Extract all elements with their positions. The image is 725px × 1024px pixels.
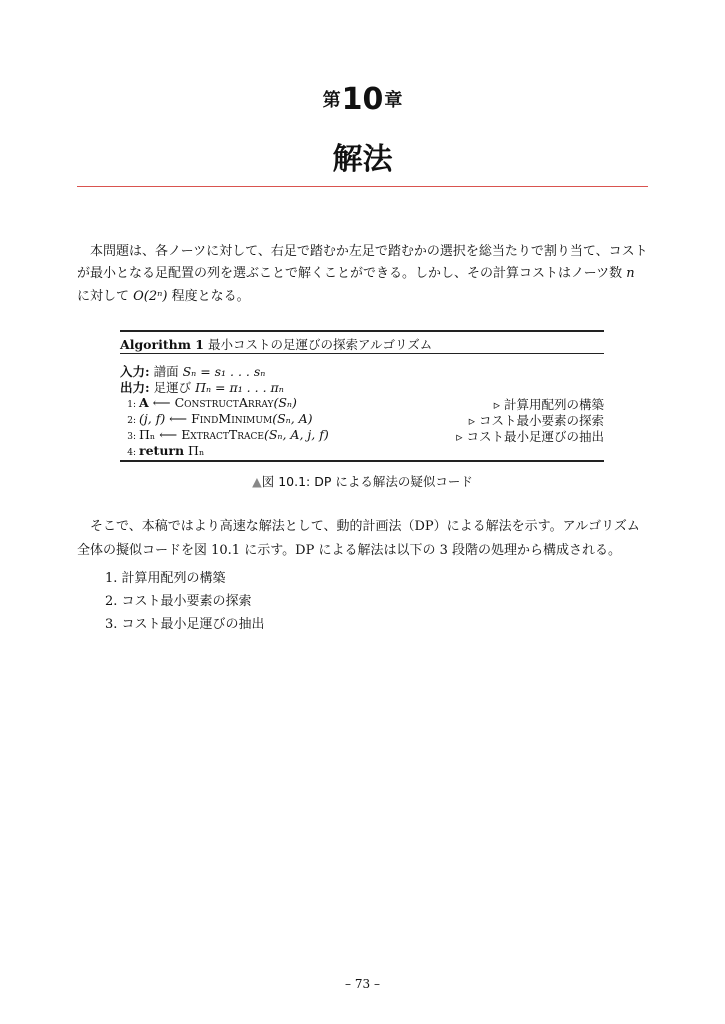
- para2-line1: そこで、本稿ではより高速な解法として、動的計画法（DP）による解法を示す。アルゴリズム: [90, 519, 640, 534]
- input-label: 入力:: [120, 364, 150, 379]
- args: (Sₙ): [273, 395, 297, 410]
- output-text: 足運び: [153, 380, 196, 395]
- list-text: 計算用配列の構築: [121, 571, 226, 586]
- line-number: 4:: [127, 448, 136, 458]
- chapter-num: 10: [341, 82, 384, 117]
- comment: 計算用配列の構築: [503, 397, 604, 412]
- lhs: Πₙ: [139, 427, 156, 442]
- chapter-title: 解法: [332, 142, 393, 177]
- input-math: Sₙ = s₁ . . . sₙ: [182, 364, 266, 379]
- list-text: コスト最小足運びの抽出: [121, 617, 265, 632]
- text: に対して: [77, 289, 134, 304]
- list-item: [105, 590, 252, 609]
- line-number: 1:: [127, 400, 136, 410]
- comment: コスト最小要素の探索: [478, 413, 604, 428]
- function-name: FindMinimum: [191, 411, 273, 426]
- para1-line2: [77, 262, 635, 281]
- chapter-prefix: 第: [322, 90, 341, 111]
- chapter-number: [0, 82, 725, 117]
- arrow: ⟵: [165, 411, 192, 426]
- line-number: 2:: [127, 416, 136, 426]
- algorithm-mid-rule: [120, 353, 604, 354]
- function-name: ConstructArray: [174, 395, 274, 410]
- caption-text: 図 10.1: DP による解法の疑似コード: [261, 474, 473, 489]
- text: が最小となる足配置の列を選ぶことで解くことができる。しかし、その計算コストはノーツ数: [77, 266, 627, 281]
- comment-marker-icon: ▹: [468, 413, 475, 428]
- text: 程度となる。: [167, 289, 250, 304]
- para1-line3: [77, 285, 250, 304]
- function-name: ExtractTrace: [181, 427, 264, 442]
- algorithm-output: [120, 378, 284, 396]
- math: O(2ⁿ): [133, 289, 168, 304]
- arrow: ⟵: [148, 395, 175, 410]
- figure-caption: [0, 472, 725, 490]
- list-text: コスト最小要素の探索: [121, 594, 252, 609]
- list-item: [105, 567, 226, 586]
- comment-marker-icon: ▹: [456, 429, 463, 444]
- algorithm-label: Algorithm 1: [120, 337, 204, 352]
- list-number: 1.: [105, 571, 118, 586]
- triangle-icon: ▲: [252, 474, 262, 489]
- keyword: return: [139, 443, 185, 458]
- arrow: ⟵: [155, 427, 182, 442]
- chapter-suffix: 章: [384, 90, 403, 111]
- output-math: Πₙ = π₁ . . . πₙ: [195, 380, 284, 395]
- algorithm-bottom-rule: [120, 460, 604, 462]
- comment-marker-icon: ▹: [493, 397, 500, 412]
- comment: コスト最小足運びの抽出: [466, 429, 604, 444]
- input-text: 譜面: [153, 364, 183, 379]
- output-label: 出力:: [120, 380, 150, 395]
- list-number: 2.: [105, 594, 118, 609]
- line-number: 3:: [127, 432, 136, 442]
- list-item: [105, 613, 265, 632]
- lhs: A: [139, 395, 149, 410]
- para1-line1: 本問題は、各ノーツに対して、右足で踏むか左足で踏むかの選択を総当たりで割り当て、コスト: [90, 244, 648, 259]
- math: n: [626, 266, 635, 281]
- value: Πₙ: [184, 443, 205, 458]
- algorithm-top-rule: [120, 330, 604, 332]
- algorithm-header: [120, 335, 432, 353]
- args: (Sₙ, A): [272, 411, 313, 426]
- list-number: 3.: [105, 617, 118, 632]
- para2-line2: 全体の擬似コードを図 10.1 に示す。DP による解法は以下の 3 段階の処理から構成される。: [77, 543, 622, 558]
- lhs: (j, f): [139, 411, 166, 426]
- algorithm-title: 最小コストの足運びの探索アルゴリズム: [207, 337, 433, 352]
- args: (Sₙ, A, j, f): [263, 427, 329, 442]
- title-divider: [77, 186, 648, 187]
- page-number: – 73 –: [345, 977, 380, 991]
- algorithm-line-4: [120, 443, 604, 458]
